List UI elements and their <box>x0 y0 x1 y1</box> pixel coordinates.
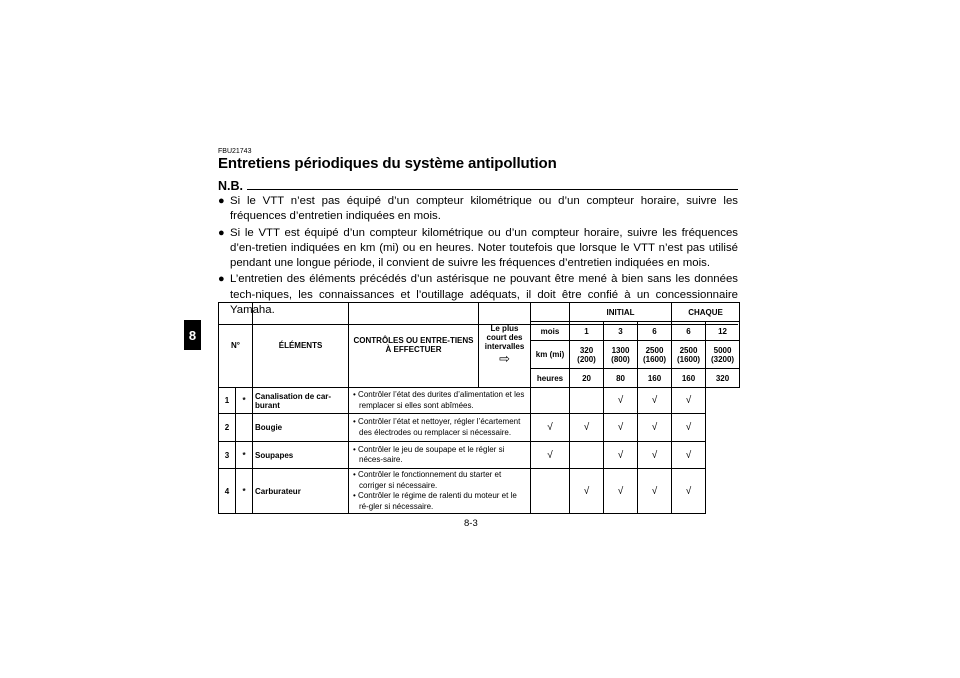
header-items: ÉLÉMENTS <box>253 303 349 388</box>
chapter-tab: 8 <box>184 320 201 350</box>
header-interval: Le plus court des intervalles ⇨ <box>479 303 531 388</box>
bullet-dot-icon: ● <box>218 273 225 286</box>
page-title: Entretiens périodiques du système antipollution <box>218 155 557 172</box>
bullet-dot-icon: ● <box>218 195 225 207</box>
header-initial: INITIAL <box>570 303 672 322</box>
header-blank <box>531 303 570 322</box>
note-bullet: ● Si le VTT n’est pas équipé d’un compteur kilométrique ou d’un compteur horaire, suivre les fréquences d’entretien indiquées en mois. <box>218 194 738 225</box>
unit-km: km (mi) <box>531 341 570 369</box>
note-bullet: ● L’entretien des éléments précédés d’un astérisque ne pouvant être mené à bien sans les données tech-niques, les connaissances et l’outillage adéquats, il doit être confié à un concessionnaire Yamaha. <box>218 272 738 318</box>
bullet-dot-icon: ● <box>218 226 225 239</box>
page-number: 8-3 <box>464 518 478 529</box>
maintenance-table: N° ÉLÉMENTS CONTRÔLES OU ENTRE-TIENS À EFFECTUER Le plus court des intervalles ⇨ INITIAL CHAQUE mois 1 3 6 6 12 km (mi) 320 (200) 1300 (800) 2500 (1600) 2500 (1600) 5000 (3200) heures 20 80 160 160 320 1 * Canalisation de car-burant • Contrôler l’état des durites d’alimentation et les remplacer si elles sont abîmées. √ √ √ 2 Bougie • Contrôler l’état et nettoyer, régler l’écartement des électrodes ou remplacer si nécessaire. √ √ √ √ √ 3 * Soupapes • Contrôler le jeu de soupape et le régler si néces-saire. √ √ √ √ 4 * Carburateur • Contrôler le fonctionnement du starter et corriger si nécessaire. • Contrôler le régime de ralenti du moteur et le ré-gler si nécessaire. √ √ √ √ <box>218 302 740 514</box>
arrow-right-icon: ⇨ <box>499 350 510 366</box>
table-row: 1 * Canalisation de car-burant • Contrôler l’état des durites d’alimentation et les remplacer si elles sont abîmées. √ √ √ <box>219 388 740 414</box>
header-every: CHAQUE <box>672 303 740 322</box>
table-row: 2 Bougie • Contrôler l’état et nettoyer, régler l’écartement des électrodes ou remplacer si nécessaire. √ √ √ √ √ <box>219 414 740 442</box>
header-checks: CONTRÔLES OU ENTRE-TIENS À EFFECTUER <box>349 303 479 388</box>
table-row: 4 * Carburateur • Contrôler le fonctionnement du starter et corriger si nécessaire. • Contrôler le régime de ralenti du moteur et le ré-gler si nécessaire. √ √ √ √ <box>219 469 740 514</box>
note-bullet: ● Si le VTT est équipé d’un compteur kilométrique ou d’un compteur horaire, suivre les fréquences d’en-tretien indiquées en km (mi) ou en heures. Noter toutefois que lorsque le VTT n’est pas utilisé pendant une longue période, il convient de suivre les fréquences d’entretien indiquées en mois. <box>218 226 738 272</box>
header-no: N° <box>219 303 253 388</box>
unit-months: mois <box>531 322 570 341</box>
note-rule <box>247 189 738 190</box>
table-row: 3 * Soupapes • Contrôler le jeu de soupape et le régler si néces-saire. √ √ √ √ <box>219 442 740 469</box>
note-heading: N.B. <box>218 179 243 193</box>
reference-code: FBU21743 <box>218 148 252 155</box>
unit-hours: heures <box>531 369 570 388</box>
